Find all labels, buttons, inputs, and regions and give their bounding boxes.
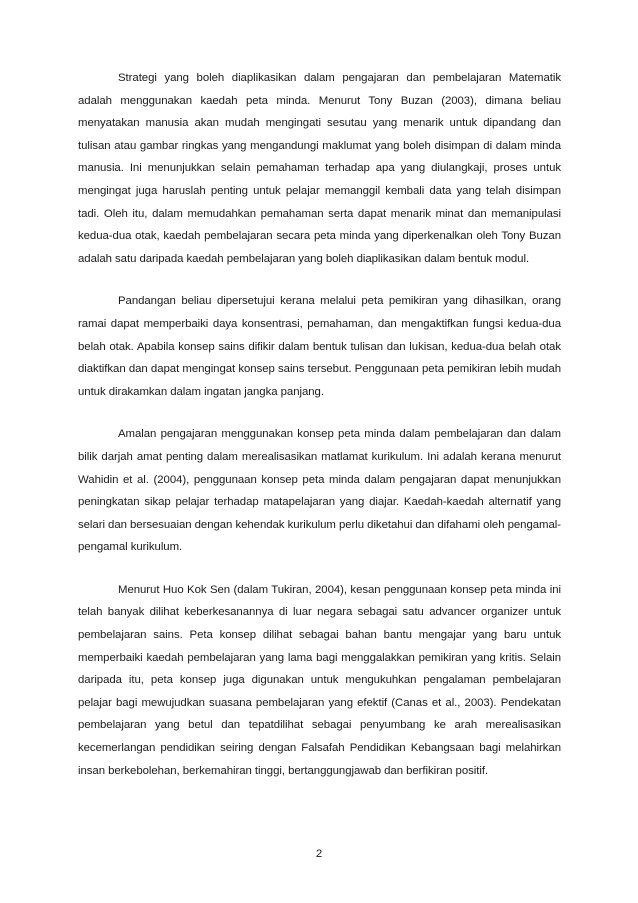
paragraph-4: Menurut Huo Kok Sen (dalam Tukiran, 2004), kesan penggunaan konsep peta minda ini telah banyak dilihat keberkesanannya di luar negara sebagai satu advancer organizer untuk pembelajaran sains. Peta konsep dilihat sebagai bahan bantu mengajar yang baru untuk memperbaiki kaedah pembelajaran yang lama bagi menggalakkan pemikiran yang kritis. Selain daripada itu, peta konsep juga digunakan untuk mengukuhkan pengalaman pembelajaran pelajar bagi mewujudkan suasana pembelajaran yang efektif (Canas et al., 2003). Pendekatan pembelajaran yang betul dan tepatdilihat sebagai penyumbang ke arah merealisasikan kecemerlangan pendidikan seiring dengan Falsafah Pendidikan Kebangsaan bagi melahirkan insan berkebolehan, berkemahiran tinggi, bertanggungjawab dan berfikiran positif. [78,583,561,777]
paragraph-1: Strategi yang boleh diaplikasikan dalam pengajaran dan pembelajaran Matematik adalah menggunakan kaedah peta minda. Menurut Tony Buzan (2003), dimana beliau menyatakan manusia akan mudah mengingati sesutau yang menarik untuk dipandang dan tulisan atau gambar ringkas yang mengandungi maklumat yang boleh disimpan di dalam minda manusia. Ini menunjukkan selain pemahaman terhadap apa yang diulangkaji, proses untuk mengingat juga haruslah penting untuk pelajar memanggil kembali data yang telah disimpan tadi. Oleh itu, dalam memudahkan pemahaman serta dapat menarik minat dan memanipulasi kedua-dua otak, kaedah pembelajaran secara peta minda yang diperkenalkan oleh Tony Buzan adalah satu daripada kaedah pembelajaran yang boleh diaplikasikan dalam bentuk modul. [78,72,561,265]
paragraph-3: Amalan pengajaran menggunakan konsep peta minda dalam pembelajaran dan dalam bilik darjah amat penting dalam merealisasikan matlamat kurikulum. Ini adalah kerana menurut Wahidin et al. (2004), penggunaan konsep peta minda dalam pengajaran dapat menunjukkan peningkatan sikap pelajar terhadap matapelajaran yang diajar. Kaedah-kaedah alternatif yang selari dan bersesuaian dengan kehendak kurikulum perlu diketahui dan difahami oleh pengamal-pengamal kurikulum. [78,428,561,554]
paragraph-2: Pandangan beliau dipersetujui kerana melalui peta pemikiran yang dihasilkan, orang ramai dapat memperbaiki daya konsentrasi, pemahaman, dan mengaktifkan fungsi kedua-dua belah otak. Apabila konsep sains difikir dalam bentuk tulisan dan lukisan, kedua-dua belah otak diaktifkan dan dapat mengingat konsep sains tersebut. Penggunaan peta pemikiran lebih mudah untuk dirakamkan dalam ingatan jangka panjang. [78,295,561,398]
page-number: 2 [315,848,323,860]
document-body [78,67,561,802]
